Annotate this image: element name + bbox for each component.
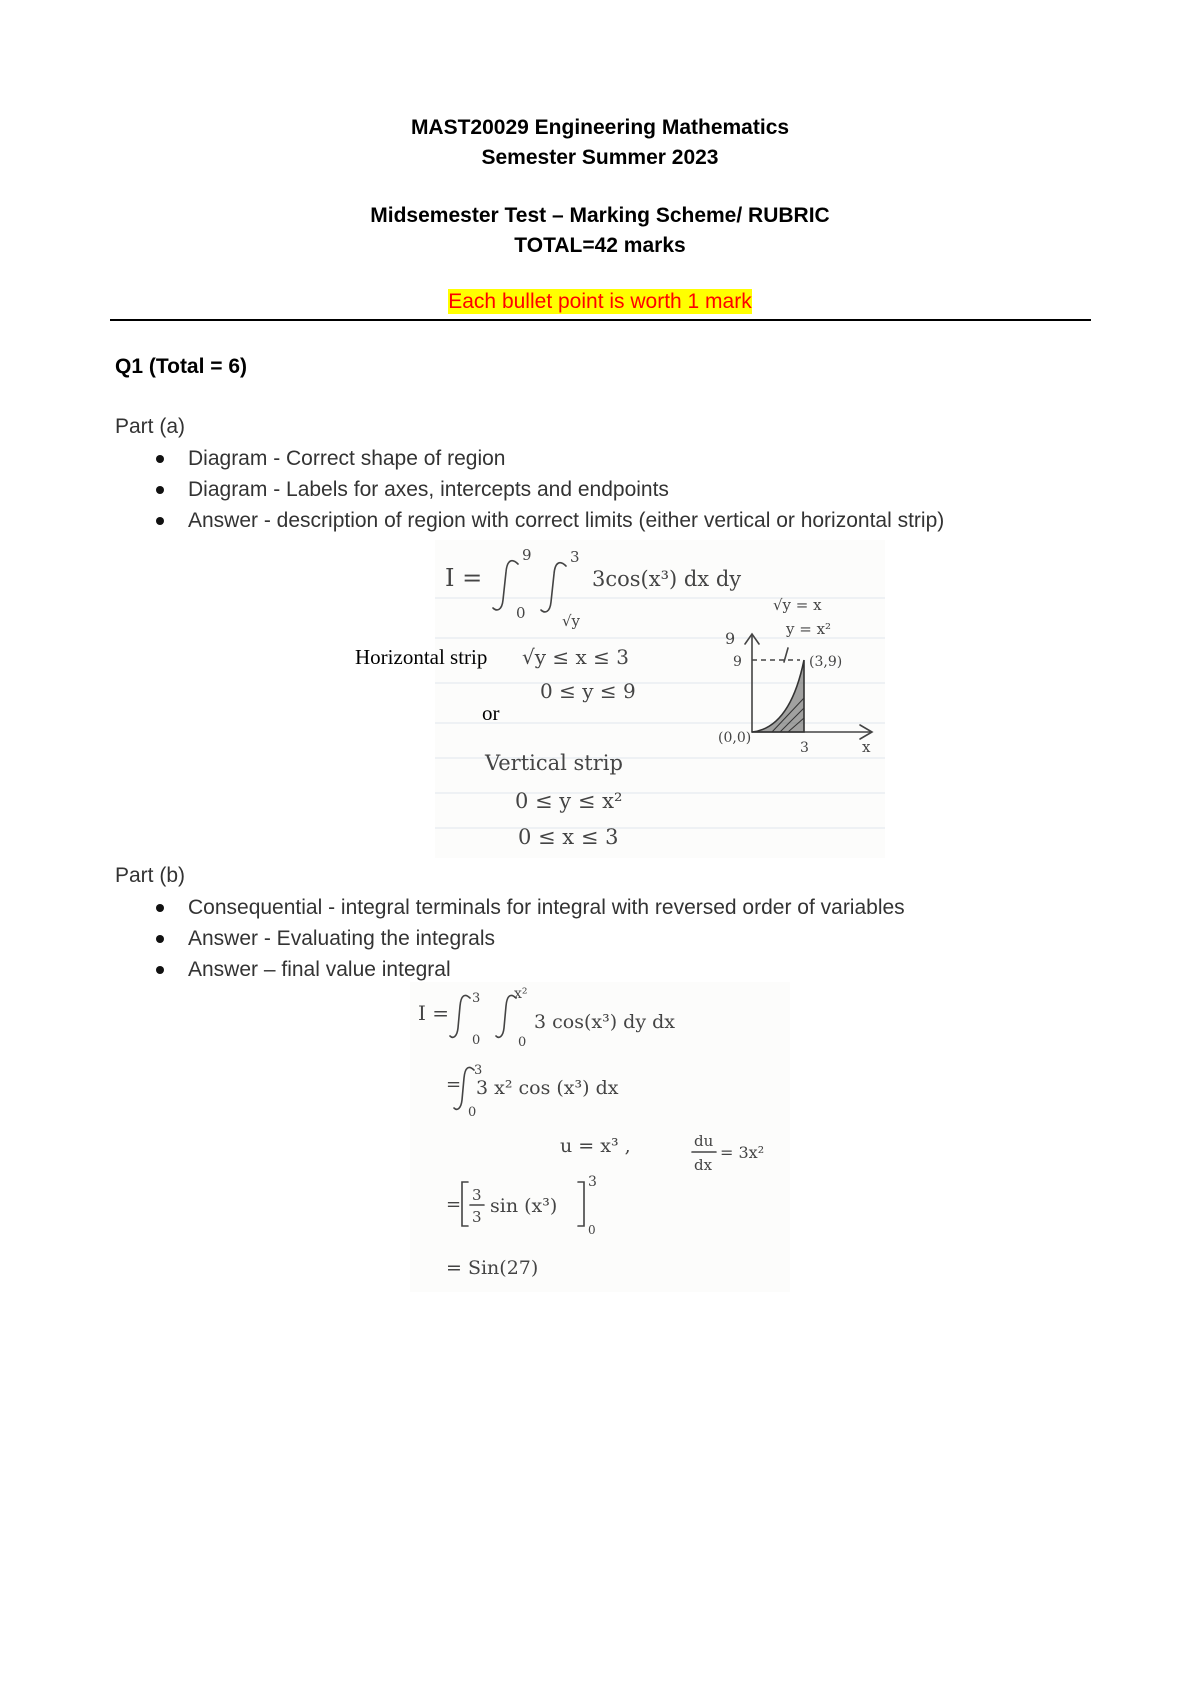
- origin-label: (0,0): [718, 730, 752, 746]
- mark-notice-text: Each bullet point is worth 1 mark: [448, 290, 752, 313]
- curve-label-1: √y = x: [773, 596, 822, 614]
- semester-line: Semester Summer 2023: [481, 146, 719, 169]
- integrand: 3 cos(x³) dy dx: [534, 1011, 675, 1033]
- course-title: MAST20029 Engineering Mathematics: [410, 116, 790, 139]
- inner-lower-limit: √y: [562, 612, 581, 630]
- list-item: Diagram - Correct shape of region: [150, 443, 944, 474]
- integral-lhs: I =: [445, 564, 483, 592]
- integral-lhs: I =: [418, 1001, 450, 1025]
- outer-upper-limit: 9: [522, 546, 532, 564]
- substitution-du: du: [694, 1132, 714, 1150]
- horizontal-strip-line-2: 0 ≤ y ≤ 9: [540, 679, 636, 703]
- endpoint-label: (3,9): [809, 654, 843, 670]
- list-item: Consequential - integral terminals for integral with reversed order of variables: [150, 892, 905, 923]
- step-3-body: sin (x³): [490, 1195, 558, 1217]
- part-a-bullets: [150, 443, 944, 536]
- step-2-lower-limit: 0: [468, 1105, 477, 1120]
- bullet-icon: [156, 517, 164, 525]
- vertical-strip-label: Vertical strip: [485, 751, 623, 775]
- y-axis-top-label: 9: [725, 629, 736, 648]
- vertical-strip-line-2: 0 ≤ x ≤ 3: [518, 825, 619, 849]
- inner-lower-limit: 0: [518, 1035, 527, 1050]
- bullet-icon: [156, 935, 164, 943]
- part-a-worked-solution: [340, 538, 900, 860]
- x-axis-label: x: [862, 738, 871, 756]
- vertical-strip-line-1: 0 ≤ y ≤ x²: [515, 789, 623, 813]
- integrand: 3cos(x³) dx dy: [592, 567, 742, 591]
- horizontal-strip-line-1: √y ≤ x ≤ 3: [522, 645, 629, 669]
- list-item: Answer - description of region with correct limits (either vertical or horizontal strip): [150, 505, 944, 536]
- list-item: Diagram - Labels for axes, intercepts and endpoints: [150, 474, 944, 505]
- step-3-equals: =: [446, 1194, 462, 1215]
- step-2-equals: =: [446, 1074, 462, 1095]
- inner-upper-limit: 3: [570, 548, 580, 566]
- part-a-label: Part (a): [115, 415, 186, 438]
- mark-notice: [0, 290, 1200, 314]
- final-answer: = Sin(27): [446, 1257, 539, 1279]
- part-b-bullets: [150, 892, 905, 985]
- curve-label-2: y = x²: [786, 620, 832, 638]
- total-marks: TOTAL=42 marks: [514, 234, 686, 257]
- step-3-numerator: 3: [472, 1186, 482, 1204]
- step-3-denominator: 3: [472, 1208, 482, 1226]
- substitution-dx: dx: [694, 1156, 713, 1174]
- or-label: or: [482, 701, 500, 725]
- step-3-lower-limit: 0: [588, 1223, 596, 1237]
- substitution-u: u = x³ ,: [560, 1135, 631, 1157]
- divider-rule: [110, 319, 1091, 321]
- bullet-icon: [156, 904, 164, 912]
- outer-upper-limit: 3: [472, 991, 481, 1006]
- outer-lower-limit: 0: [472, 1033, 481, 1048]
- step-2-body: 3 x² cos (x³) dx: [476, 1077, 619, 1099]
- step-3-upper-limit: 3: [588, 1174, 597, 1190]
- part-b-label: Part (b): [115, 864, 186, 887]
- step-2-upper-limit: 3: [474, 1063, 483, 1078]
- question-1-title: Q1 (Total = 6): [115, 355, 248, 378]
- bullet-icon: [156, 455, 164, 463]
- inner-upper-limit: x²: [514, 986, 528, 1002]
- test-title: Midsemester Test – Marking Scheme/ RUBRIC: [370, 204, 830, 227]
- x-tick-label: 3: [800, 740, 809, 756]
- bullet-icon: [156, 966, 164, 974]
- horizontal-strip-label: Horizontal strip: [355, 645, 488, 669]
- substitution-rhs: = 3x²: [720, 1143, 765, 1162]
- bullet-icon: [156, 486, 164, 494]
- outer-lower-limit: 0: [516, 604, 526, 622]
- list-item: Answer - Evaluating the integrals: [150, 923, 905, 954]
- list-item: Answer – final value integral: [150, 954, 905, 985]
- y-tick-label: 9: [733, 654, 742, 670]
- part-b-worked-solution: [410, 982, 790, 1292]
